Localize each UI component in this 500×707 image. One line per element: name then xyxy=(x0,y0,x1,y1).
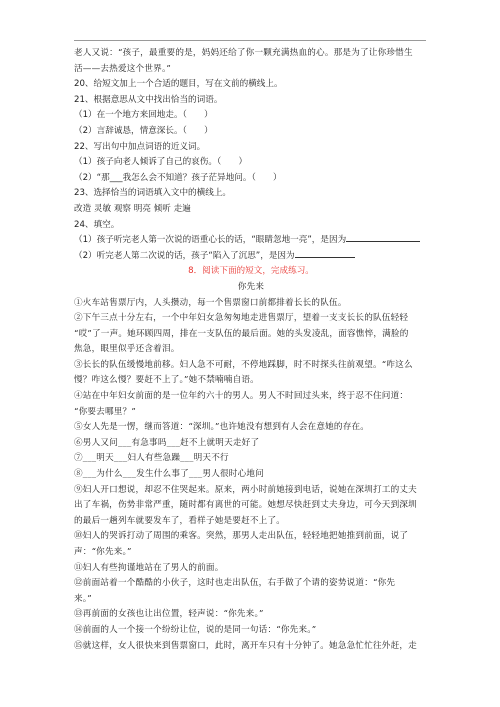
story-line: ⑩妇人的哭诉打动了周围的乘客。突然，那男人走出队伍，轻轻地把她推到前面，说了 xyxy=(74,531,409,542)
question-22: 22、写出句中加点词语的近义词。 xyxy=(74,141,206,152)
story-line: “哎”了一声。她环顾四周，排在一支队伍的最后面。她的头发凌乱，面容憔悴，满脸的 xyxy=(74,328,409,339)
story-line: 声：“你先来。” xyxy=(74,547,132,557)
story-line: ⑧___为什么___发生什么事了___男人很时心地问 xyxy=(74,469,264,480)
question-22-item-1: （1）孩子向老人倾诉了自己的哀伤。（ ） xyxy=(74,157,248,168)
story-line: ⑦___明天___妇人有些急躁___明天不行 xyxy=(74,453,229,464)
word-bank: 改造 灵敏 观察 明亮 倾听 走遍 xyxy=(74,203,191,214)
answer-blank[interactable] xyxy=(346,233,420,242)
fill-2-text: （2）听完老人第二次说的话，孩子“陷入了沉思”，是因为 xyxy=(74,250,295,261)
question-20: 20、给短文加上一个合适的题目，写在文前的横线上。 xyxy=(74,79,283,90)
story-line: ②下午三点十分左右，一个中年妇女急匆匆地走进售票厅，望着一支支长长的队伍轻轻 xyxy=(74,313,409,324)
story-line: ⑨妇人开口想说，却忍不住哭起来。原来，两小时前她接到电话，说她在深圳打工的丈夫 xyxy=(74,484,417,495)
story-line: ⑭前面的人一个接一个纷纷让位，说的是同一句话：“你先来。” xyxy=(74,624,317,635)
section-8-title: 8．阅读下面的短文，完成练习。 xyxy=(188,266,314,277)
story-line: ④站在中年妇女前面的是一位年约六十的男人。男人不时回过头来，终于忍不住问道： xyxy=(74,391,409,402)
story-line: ⑮就这样，女人很快来到售票窗口，此时，离开车只有十分钟了。她急急忙忙往外赶，走 xyxy=(74,640,417,651)
story-line: 的最后一趟列车就要发车了，看样子她是要赶不上了。 xyxy=(74,515,286,526)
story-line: 焦急，眼里似乎还含着泪。 xyxy=(74,344,180,355)
story-line: 来。” xyxy=(74,593,92,604)
question-24-fill-2 xyxy=(74,249,428,265)
worksheet-content xyxy=(74,46,428,654)
fill-1-text: （1）孩子听完老人第一次说的语重心长的话，“眼睛忽地一亮”，是因为 xyxy=(74,235,347,246)
story-line: 出了车祸，伤势非常严重，随时都有离世的可能。她想尽快赶到丈夫身边，可今天到深圳 xyxy=(74,500,417,511)
question-21-item-1: （1）在一个地方来回地走。（ ） xyxy=(74,110,213,121)
story-line: 慢？咋这么慢？要赶不上了。”她不禁喃喃自语。 xyxy=(74,375,259,386)
story-line: “你要去哪里？” xyxy=(74,406,136,417)
question-23: 23、选择恰当的词语填入文中的横线上。 xyxy=(74,188,232,199)
question-24-fill-1 xyxy=(74,233,428,249)
story-line: ⑫前面站着一个酷酷的小伙子，这时也走出队伍，右手做了个请的姿势说道：“你先 xyxy=(74,578,396,589)
question-22-item-2: （2）“那___我怎么会不知道？孩子茫异地问。（ ） xyxy=(74,172,282,183)
story-line: ①火车站售票厅内，人头攒动，每一个售票窗口前都排着长长的队伍。 xyxy=(74,297,347,308)
answer-blank[interactable] xyxy=(295,249,355,258)
header-rule xyxy=(74,40,426,41)
question-21-item-2: （2）言辞诚恳，情意深长。（ ） xyxy=(74,125,213,136)
story-line: ⑪妇人有些拘谨地站在了男人的前面。 xyxy=(74,562,224,573)
passage-intro-line: 活——去热爱这个世界。” xyxy=(74,63,172,74)
story-line: ⑥男人又问___有急事吗___赶不上就明天走好了 xyxy=(74,437,260,448)
story-title: 你先来 xyxy=(237,281,265,292)
question-21: 21、根据意思从文中找出恰当的词语。 xyxy=(74,94,223,105)
story-line: ⑤女人先是一愣，继而答道：“深圳。”也许她没有想到有人会在意她的存在。 xyxy=(74,422,370,433)
story-line: ⑬再前面的女孩也让出位置，轻声说：“你先来。” xyxy=(74,609,264,620)
question-24: 24、填空。 xyxy=(74,219,120,230)
story-line: ③长长的队伍缓慢地前移。妇人急不可耐，不停地踩脚，时不时探头往前观望。“咋这么 xyxy=(74,359,413,370)
passage-intro-line: 老人又说：“孩子，最重要的是，妈妈还给了你一颗充满热血的心。那是为了让你珍惜生 xyxy=(74,48,413,58)
